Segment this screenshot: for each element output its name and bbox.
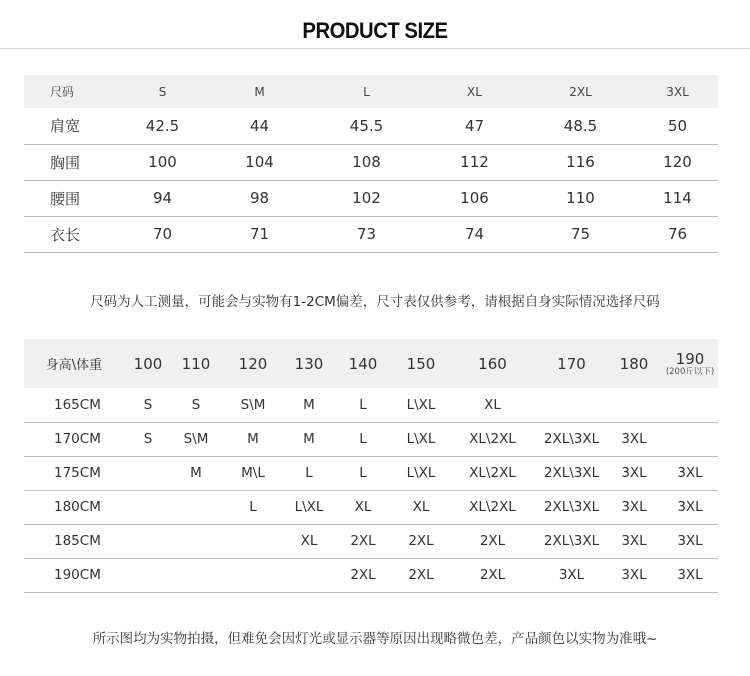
fit-size-cell: L\XL [394, 422, 448, 456]
table-row [24, 144, 718, 180]
fit-size-cell: XL [448, 388, 537, 422]
fit-size-cell [124, 558, 172, 592]
fit-size-cell: 3XL [662, 558, 718, 592]
table-cell: 116 [524, 144, 637, 180]
fit-size-cell: XL [332, 490, 394, 524]
fit-size-cell: 3XL [606, 422, 662, 456]
table-cell: 106 [425, 180, 524, 216]
table-cell: 42.5 [114, 108, 211, 144]
height-label: 170CM [24, 422, 124, 456]
size-table [24, 75, 718, 253]
fit-size-cell [124, 490, 172, 524]
fit-size-cell: 2XL [448, 524, 537, 558]
fit-table-header [24, 339, 718, 388]
size-table-header [24, 75, 718, 108]
table-row [24, 558, 718, 592]
fit-size-cell: 2XL [448, 558, 537, 592]
table-cell: 73 [308, 216, 425, 252]
measure-label: 腰围 [24, 180, 114, 216]
size-header-cell: XL [467, 84, 482, 99]
table-cell: 75 [524, 216, 637, 252]
table-row [24, 108, 718, 144]
fit-size-cell: XL [286, 524, 332, 558]
fit-size-cell [172, 558, 220, 592]
fit-size-cell: XL\2XL [448, 490, 537, 524]
fit-size-cell: XL\2XL [448, 422, 537, 456]
fit-size-cell: 2XL\3XL [537, 524, 606, 558]
fit-size-cell: L [332, 422, 394, 456]
weight-limit-note: (200斤以下) [665, 366, 715, 377]
weight-header-cell: 180 [619, 354, 649, 373]
table-cell: 70 [114, 216, 211, 252]
fit-size-cell: 3XL [662, 524, 718, 558]
table-cell: 108 [308, 144, 425, 180]
fit-size-cell [220, 524, 286, 558]
height-label: 180CM [24, 490, 124, 524]
table-cell: 71 [211, 216, 308, 252]
fit-size-cell: XL [394, 490, 448, 524]
fit-size-cell [537, 388, 606, 422]
size-header-cell: 2XL [569, 84, 592, 99]
weight-header-cell: 140 [348, 354, 378, 373]
fit-size-cell: L\XL [394, 388, 448, 422]
size-header-label: 尺码 [50, 85, 75, 99]
fit-size-cell: 2XL [332, 558, 394, 592]
fit-size-cell [286, 558, 332, 592]
fit-size-cell [124, 456, 172, 490]
fit-size-cell: M\L [220, 456, 286, 490]
fit-table [24, 339, 718, 593]
fit-size-cell [172, 490, 220, 524]
size-header-cell: M [254, 84, 265, 99]
fit-size-cell: S\M [172, 422, 220, 456]
table-row [24, 388, 718, 422]
table-cell: 45.5 [308, 108, 425, 144]
fit-size-cell: M [172, 456, 220, 490]
height-label: 175CM [24, 456, 124, 490]
fit-size-cell [172, 524, 220, 558]
fit-size-cell: S [172, 388, 220, 422]
table-cell: 100 [114, 144, 211, 180]
fit-size-cell: 2XL\3XL [537, 456, 606, 490]
table-cell: 112 [425, 144, 524, 180]
fit-size-cell: L\XL [286, 490, 332, 524]
fit-header-label: 身高\体重 [45, 358, 103, 373]
fit-size-cell: 2XL [332, 524, 394, 558]
fit-size-cell: 2XL [394, 558, 448, 592]
fit-size-cell: S\M [220, 388, 286, 422]
table-cell: 76 [637, 216, 718, 252]
table-row [24, 524, 718, 558]
fit-size-cell: L [332, 388, 394, 422]
fit-size-cell: 2XL [394, 524, 448, 558]
fit-size-cell: S [124, 422, 172, 456]
fit-size-cell: XL\2XL [448, 456, 537, 490]
fit-size-cell: 3XL [662, 456, 718, 490]
height-label: 190CM [24, 558, 124, 592]
table-cell: 44 [211, 108, 308, 144]
fit-size-cell: 3XL [606, 524, 662, 558]
size-header-cell: 3XL [666, 84, 689, 99]
table-cell: 47 [425, 108, 524, 144]
fit-size-cell: 2XL\3XL [537, 490, 606, 524]
measure-label: 衣长 [24, 216, 114, 252]
table-row [24, 456, 718, 490]
fit-size-cell [662, 388, 718, 422]
fit-size-cell: L [286, 456, 332, 490]
fit-size-cell: 3XL [606, 490, 662, 524]
table-cell: 114 [637, 180, 718, 216]
fit-size-cell [220, 558, 286, 592]
fit-size-cell [124, 524, 172, 558]
height-label: 185CM [24, 524, 124, 558]
weight-header-cell: 100 [133, 354, 163, 373]
table-cell: 74 [425, 216, 524, 252]
fit-size-cell: M [286, 422, 332, 456]
fit-size-cell: 3XL [537, 558, 606, 592]
fit-size-cell [662, 422, 718, 456]
fit-size-cell: 3XL [606, 558, 662, 592]
page-title: PRODUCT SIZE [302, 18, 448, 43]
table-cell: 120 [637, 144, 718, 180]
weight-header-cell: 170 [557, 354, 586, 373]
measure-label: 肩宽 [24, 108, 114, 144]
color-disclaimer: 所示图均为实物拍摄，但难免会因灯光或显示器等原因出现略微色差，产品颜色以实物为准哦~ [92, 631, 658, 647]
table-row [24, 490, 718, 524]
table-cell: 102 [308, 180, 425, 216]
measure-label: 胸围 [24, 144, 114, 180]
weight-header-cell: 120 [238, 354, 268, 373]
table-cell: 48.5 [524, 108, 637, 144]
fit-size-cell: L [220, 490, 286, 524]
title-divider [0, 48, 750, 49]
table-cell: 110 [524, 180, 637, 216]
fit-size-cell: 3XL [606, 456, 662, 490]
table-cell: 94 [114, 180, 211, 216]
table-cell: 104 [211, 144, 308, 180]
size-header-cell: L [363, 84, 370, 99]
fit-size-cell: M [286, 388, 332, 422]
fit-size-cell: 3XL [662, 490, 718, 524]
weight-header-cell: 160 [478, 354, 507, 373]
fit-size-cell: S [124, 388, 172, 422]
fit-size-cell [606, 388, 662, 422]
fit-size-cell: L\XL [394, 456, 448, 490]
size-header-cell: S [158, 84, 167, 99]
table-cell: 98 [211, 180, 308, 216]
weight-header-cell [662, 339, 718, 388]
weight-header-cell: 150 [406, 354, 436, 373]
table-row [24, 180, 718, 216]
height-label: 165CM [24, 388, 124, 422]
weight-header-cell: 110 [181, 354, 211, 373]
table-row [24, 422, 718, 456]
weight-header-cell: 130 [294, 354, 324, 373]
fit-size-cell: L [332, 456, 394, 490]
fit-size-cell: M [220, 422, 286, 456]
measurement-note: 尺码为人工测量，可能会与实物有1-2CM偏差，尺寸表仅供参考，请根据自身实际情况选择尺码 [90, 294, 660, 310]
table-cell: 50 [637, 108, 718, 144]
fit-size-cell: 2XL\3XL [537, 422, 606, 456]
weight-header-value: 190 [675, 349, 705, 368]
table-row [24, 216, 718, 252]
